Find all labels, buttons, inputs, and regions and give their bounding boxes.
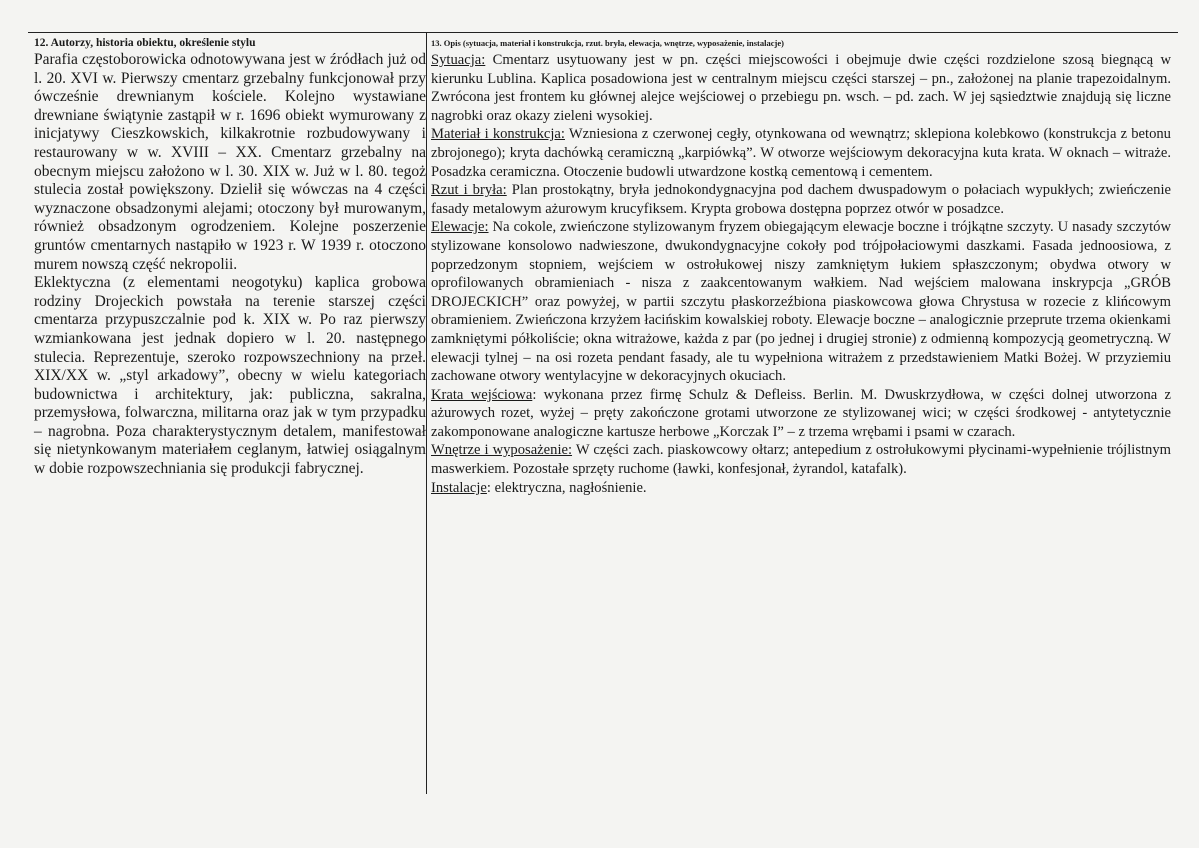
section-plan (431, 181, 1171, 218)
section-text: Cmentarz usytuowany jest w pn. części miejscowości i obejmuje dwie części rozdzielone szosą biegnącą w kierunku Lublina. Kaplica posadowiona jest w centralnym miejscu części starszej – pn., założonej na planie trapezoidalnym. Zwrócona jest frontem ku głównej alejce wejściowej o przebiegu pn. wsch. – pd. zach. W jej sąsiedztwie znajdują się liczne nagrobki oraz okazy zieleni wysokiej. (431, 52, 1171, 124)
description-heading: 13. Opis (sytuacja, materiał i konstrukcja, rzut. bryła, elewacja, wnętrze, wyposażenie, instalacje) (431, 38, 784, 48)
section-label: Wnętrze i wyposażenie: (431, 442, 573, 459)
section-label: Rzut i bryła: (431, 182, 507, 199)
section-text: : wykonana przez firmę Schulz & Defleiss. Berlin. M. Dwuskrzydłowa, w części dolnej utworzona z ażurowych rozet, wyżej – pręty zakończone grotami utworzone ze stylizowanej wici; w części środkowej - antytetycznie zakomponowane analogiczne kartusze herbowe „Korczak I” – z trzema wrębami i psami w czarach. (431, 386, 1171, 440)
section-label: Elewacje: (431, 219, 489, 236)
section-gate (431, 386, 1171, 442)
header-rule (28, 32, 1178, 33)
history-paragraph-1: Parafia częstoborowicka odnotowywana jest w źródłach już od l. 20. XVI w. Pierwszy cmentarz grzebalny funkcjonował przy ówcześnie drewnianym kościele. Kolejno wystawiane drewniane świątynie zastąpił w r. 1696 obiekt wymurowany z inicjatywy Cieszkowskich, kilkakrotnie rozbudowywany i restaurowany w w. XVIII – XX. Cmentarz grzebalny na obecnym miejscu założono w l. 30. XIX w. Już w l. 80. tegoż stulecia został powiększony. Dzielił się wówczas na 4 części wyznaczone obsadzonymi alejami; otoczony był murowanym, również obsadzonym ogrodzeniem. Kolejne poszerzenie gruntów cmentarnych nastąpiło w 1923 r. W 1939 r. otoczono murem nowszą część nekropolii. (34, 51, 426, 273)
section-text: Na cokole, zwieńczone stylizowanym fryzem obiegającym elewacje boczne i trójkątne szczyty. U nasady szczytów stylizowane konsolowo nadwieszone, dwukondygnacyjne cokoły pod trójpołaciowymi daszkami. Fasada jednoosiowa, z poprzedzonym stopniem, wejściem w ostrołukowej niszy zamkniętym łukiem spłaszczonym; obydwa otwory w oprofilowanych obramieniach - nisza z zaakcentowanym wałkiem. Nad wejściem malowana inskrypcja „GRÓB DROJECKICH” oraz powyżej, w partii szczytu płaskorzeźbiona piaskowcowa głowa Chrystusa w rozecie z klińcowym obramieniem. Zwieńczona krzyżem łacińskim kowalskiej roboty. Elewacje boczne – analogicznie przeprute trzema okienkami zamkniętymi półkoliście; okna witrażowe, każda z par (po jednej i drugiej stronie) z odmienną kompozycją geometryczną. W elewacji tylnej – na osi rozeta pendant fasady, ale tu wypełniona witrażem z przedstawieniem Matki Bożej. W przyziemiu zachowane otwory wentylacyjne w dekoracyjnych okuciach. (431, 219, 1171, 385)
section-text: W części zach. piaskowcowy ołtarz; antepedium z ostrołukowymi płycinami-wypełnienie trójlistnym maswerkiem. Pozostałe sprzęty ruchome (ławki, konfesjonał, żyrandol, katafalk). (431, 442, 1171, 478)
section-text: Plan prostokątny, bryła jednokondygnacyjna pod dachem dwuspadowym o połaciach wypukłych; zwieńczenie fasady metalowym ażurowym krucyfiksem. Krypta grobowa dostępna poprzez otwór w posadzce. (431, 182, 1171, 217)
history-paragraph-2: Eklektyczna (z elementami neogotyku) kaplica grobowa rodziny Drojeckich powstała na terenie starszej części cmentarza przypuszczalnie pod k. XIX w. Po raz pierwszy wzmiankowana jest jednak dopiero w l. 20. następnego stulecia. Reprezentuje, szeroko rozpowszechniony na przeł. XIX/XX w. „styl arkadowy”, obecny w wielu kategoriach budownictwa i architektury, jak: publiczna, sakralna, przemysłowa, folwarczna, militarna oraz jak w tym przypadku – nagrobna. Poza charakterystycznym detalem, manifestował się nietynkowanym materiałem ceglanym, łatwiej osiągalnym w dobie rozpowszechniania się produkcji fabrycznej. (34, 274, 426, 478)
section-situation (431, 51, 1171, 125)
section-text: : elektryczna, nagłośnienie. (486, 479, 647, 496)
history-heading: 12. Autorzy, historia obiektu, określenie stylu (34, 37, 256, 49)
section-material (431, 125, 1171, 181)
section-label: Materiał i konstrukcja: (431, 126, 565, 143)
section-interior (431, 441, 1171, 478)
column-divider (426, 32, 427, 794)
section-text: Wzniesiona z czerwonej cegły, otynkowana od wewnątrz; sklepiona kolebkowo (konstrukcja z betonu zbrojonego); kryta dachówką ceramiczną „karpiówką”. W otworze wejściowym dekoracyjna kuta krata. W oknach – witraże. Posadzka ceramiczna. Otoczenie budowli utwardzone kostką cementową i cementem. (431, 126, 1171, 180)
section-label: Sytuacja: (431, 52, 486, 68)
section-elevations (431, 218, 1171, 385)
section-installations (431, 479, 1171, 498)
section-label: Instalacje (431, 479, 487, 496)
description-column (431, 36, 1171, 497)
section-label: Krata wejściowa (431, 386, 533, 403)
history-column (34, 36, 426, 479)
